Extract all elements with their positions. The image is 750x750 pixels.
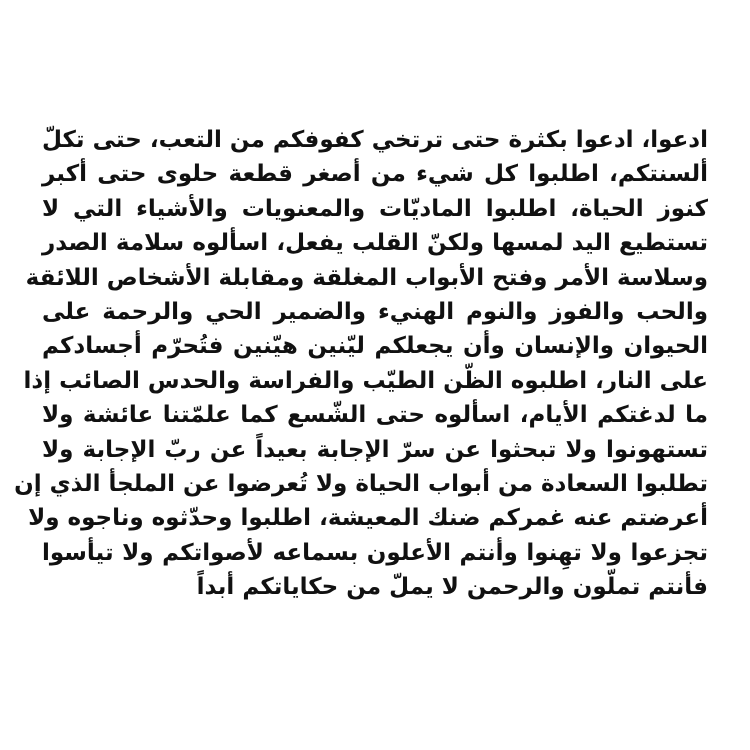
text-line: كنوز الحياة، اطلبوا الماديّات والمعنويات والأشياء التي لا: [42, 195, 708, 222]
text-line: تجزعوا ولا تهِنوا وأنتم الأعلون بسماعه لأصواتكم ولا تيأسوا: [42, 539, 708, 566]
text-line: ألسنتكم، اطلبوا كل شيء من أصغر قطعة حلوى حتى أكبر: [42, 161, 708, 188]
text-line: ادعوا، ادعوا بكثرة حتى ترتخي كفوفكم من التعب، حتى تكلّ: [42, 127, 708, 153]
arabic-text-block: [14, 123, 708, 604]
text-line: ما لدغتكم الأيام، اسألوه حتى الشّسع كما علمّتنا عائشة ولا: [42, 402, 708, 429]
text-line: تستهونوا ولا تبحثوا عن سرّ الإجابة بعيداً عن ربّ الإجابة ولا: [42, 436, 708, 463]
text-line: أعرضتم عنه غمركم ضنك المعيشة، اطلبوا وحدّثوه وناجوه ولا: [28, 505, 708, 532]
text-line: على النار، اطلبوه الظّن الطيّب والفراسة والحدس الصائب إذا: [23, 367, 708, 394]
text-line: تطلبوا السعادة من أبواب الحياة ولا تُعرضوا عن الملجأ الذي إن: [14, 470, 708, 497]
text-line: وسلاسة الأمر وفتح الأبواب المغلقة ومقابلة الأشخاص اللائقة: [25, 264, 708, 291]
text-line: الحيوان والإنسان وأن يجعلكم ليّنين هيّنين فتُحرّم أجسادكم: [42, 333, 708, 360]
text-line: فأنتم تملّون والرحمن لا يملّ من حكاياتكم أبداً: [196, 574, 708, 601]
text-line: والحب والفوز والنوم الهنيء والضمير الحي والرحمة على: [42, 298, 708, 325]
text-line: تستطيع اليد لمسها ولكنّ القلب يفعل، اسألوه سلامة الصدر: [42, 230, 708, 257]
